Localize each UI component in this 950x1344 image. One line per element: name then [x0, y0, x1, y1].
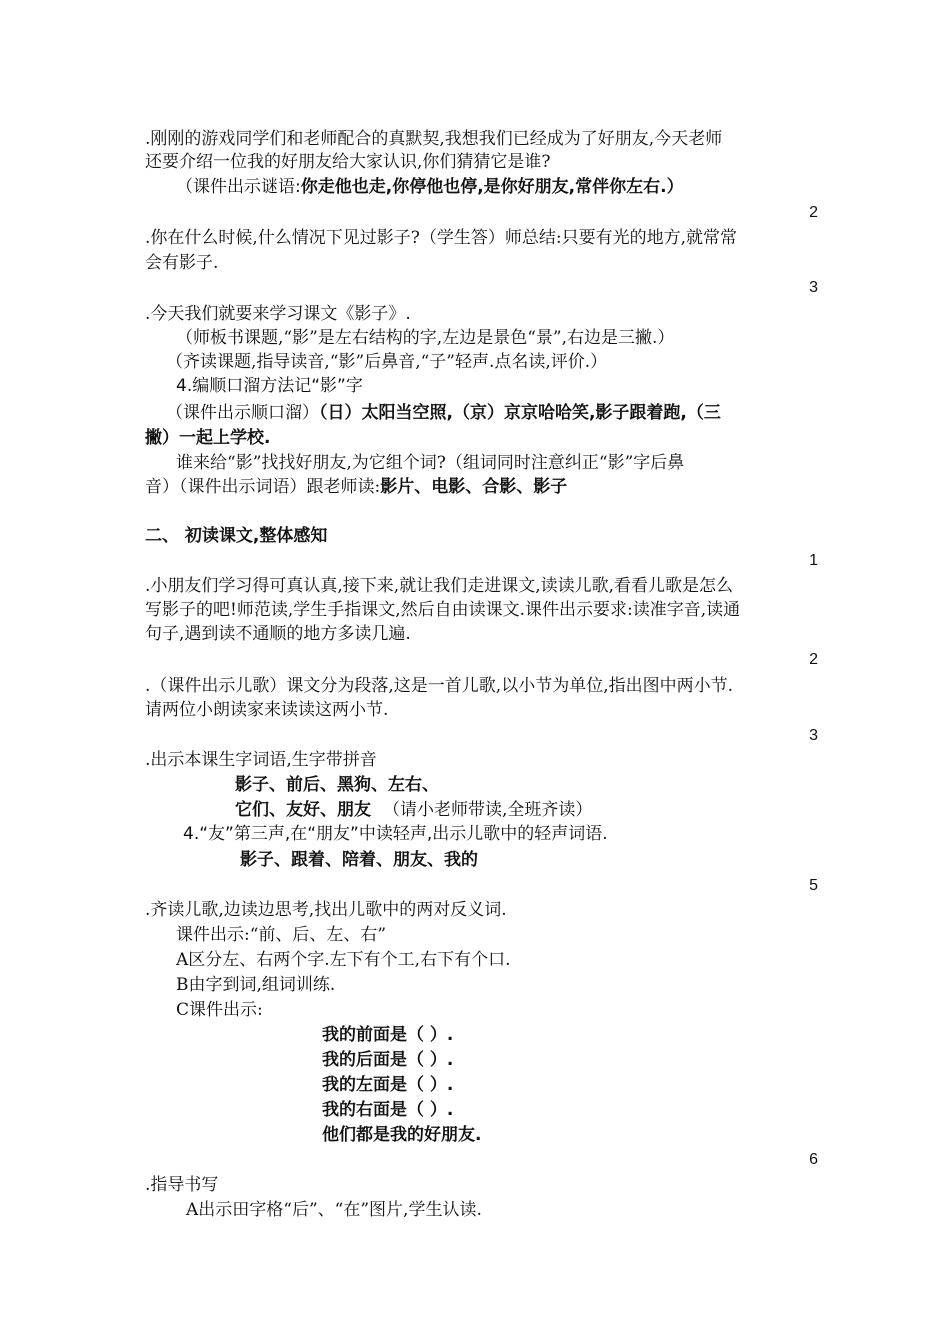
text-line: 音）（课件出示词语）跟老师读:影片、电影、合影、影子	[145, 477, 568, 497]
fill-in-sentence: 我的后面是（ ）.	[322, 1050, 454, 1070]
text-line: 谁来给“影”找找好朋友,为它组个词?（组词同时注意纠正“影”字后鼻	[176, 453, 685, 473]
text-line: A区分左、右两个字.左下有个工,右下有个口.	[176, 950, 511, 970]
word-list: 它们、友好、朋友 （请小老师带读,全班齐读）	[235, 800, 593, 820]
text-line: （齐读课题,指导读音,“影”后鼻音,“子”轻声.点名读,评价.）	[166, 352, 608, 372]
fill-in-sentence: 我的前面是（ ）.	[322, 1025, 454, 1045]
word-list: 影子、跟着、陪着、朋友、我的	[240, 850, 478, 870]
text-line: B由字到词,组词训练.	[176, 975, 336, 995]
fill-in-sentence: 我的左面是（ ）.	[322, 1075, 454, 1095]
list-number: 2	[809, 651, 818, 668]
text-line: 写影子的吧!师范读,学生手指课文,然后自由读课文.课件出示要求:读准字音,读通	[145, 600, 741, 620]
list-number: 1	[809, 552, 818, 569]
text-line: .指导书写	[145, 1175, 219, 1195]
text-line: 会有影子.	[145, 253, 219, 273]
text-line: .刚刚的游戏同学们和老师配合的真默契,我想我们已经成为了好朋友,今天老师	[145, 129, 723, 149]
text-line: 句子,遇到读不通顺的地方多读几遍.	[145, 624, 411, 644]
text-line: （师板书课题,“影”是左右结构的字,左边是景色“景”,右边是三撇.）	[176, 328, 675, 348]
text-line: （课件出示顺口溜）（日）太阳当空照,（京）京京哈哈笑,影子跟着跑,（三	[166, 403, 721, 423]
fill-in-sentence: 他们都是我的好朋友.	[322, 1125, 482, 1145]
text-line: .小朋友们学习得可真认真,接下来,就让我们走进课文,读读儿歌,看看儿歌是怎么	[145, 576, 734, 596]
text-line: 4.“友”第三声,在“朋友”中读轻声,出示儿歌中的轻声词语.	[183, 824, 608, 844]
text-line: .（课件出示儿歌）课文分为段落,这是一首儿歌,以小节为单位,指出图中两小节.	[145, 676, 734, 696]
list-number: 3	[809, 727, 818, 744]
text-line: 还要介绍一位我的好朋友给大家认识,你们猜猜它是谁?	[145, 152, 551, 172]
list-number: 2	[809, 204, 818, 221]
list-number: 3	[809, 279, 818, 296]
text-line: 4.编顺口溜方法记“影”字	[176, 376, 363, 396]
text-line: 课件出示:“前、后、左、右”	[176, 925, 387, 945]
text-line: .今天我们就要来学习课文《影子》.	[145, 304, 411, 324]
word-list: 影子、前后、黑狗、左右、	[235, 775, 439, 795]
text-line: .齐读儿歌,边读边思考,找出儿歌中的两对反义词.	[145, 900, 507, 920]
list-number: 6	[809, 1151, 818, 1168]
text-line: 撇）一起上学校.	[145, 428, 271, 448]
list-number: 5	[809, 877, 818, 894]
text-line: .你在什么时候,什么情况下见过影子?（学生答）师总结:只要有光的地方,就常常	[145, 228, 738, 248]
section-heading: 二、 初读课文,整体感知	[145, 526, 328, 546]
text-line: 请两位小朗读家来读读这两小节.	[145, 700, 389, 720]
text-line: C课件出示:	[176, 1000, 263, 1020]
text-line: （课件出示谜语:你走他也走,你停他也停,是你好朋友,常伴你左右.）	[176, 177, 684, 197]
fill-in-sentence: 我的右面是（ ）.	[322, 1100, 454, 1120]
text-line: A出示田字格“后”、“在”图片,学生认读.	[186, 1200, 482, 1220]
text-line: .出示本课生字词语,生字带拼音	[145, 750, 377, 770]
